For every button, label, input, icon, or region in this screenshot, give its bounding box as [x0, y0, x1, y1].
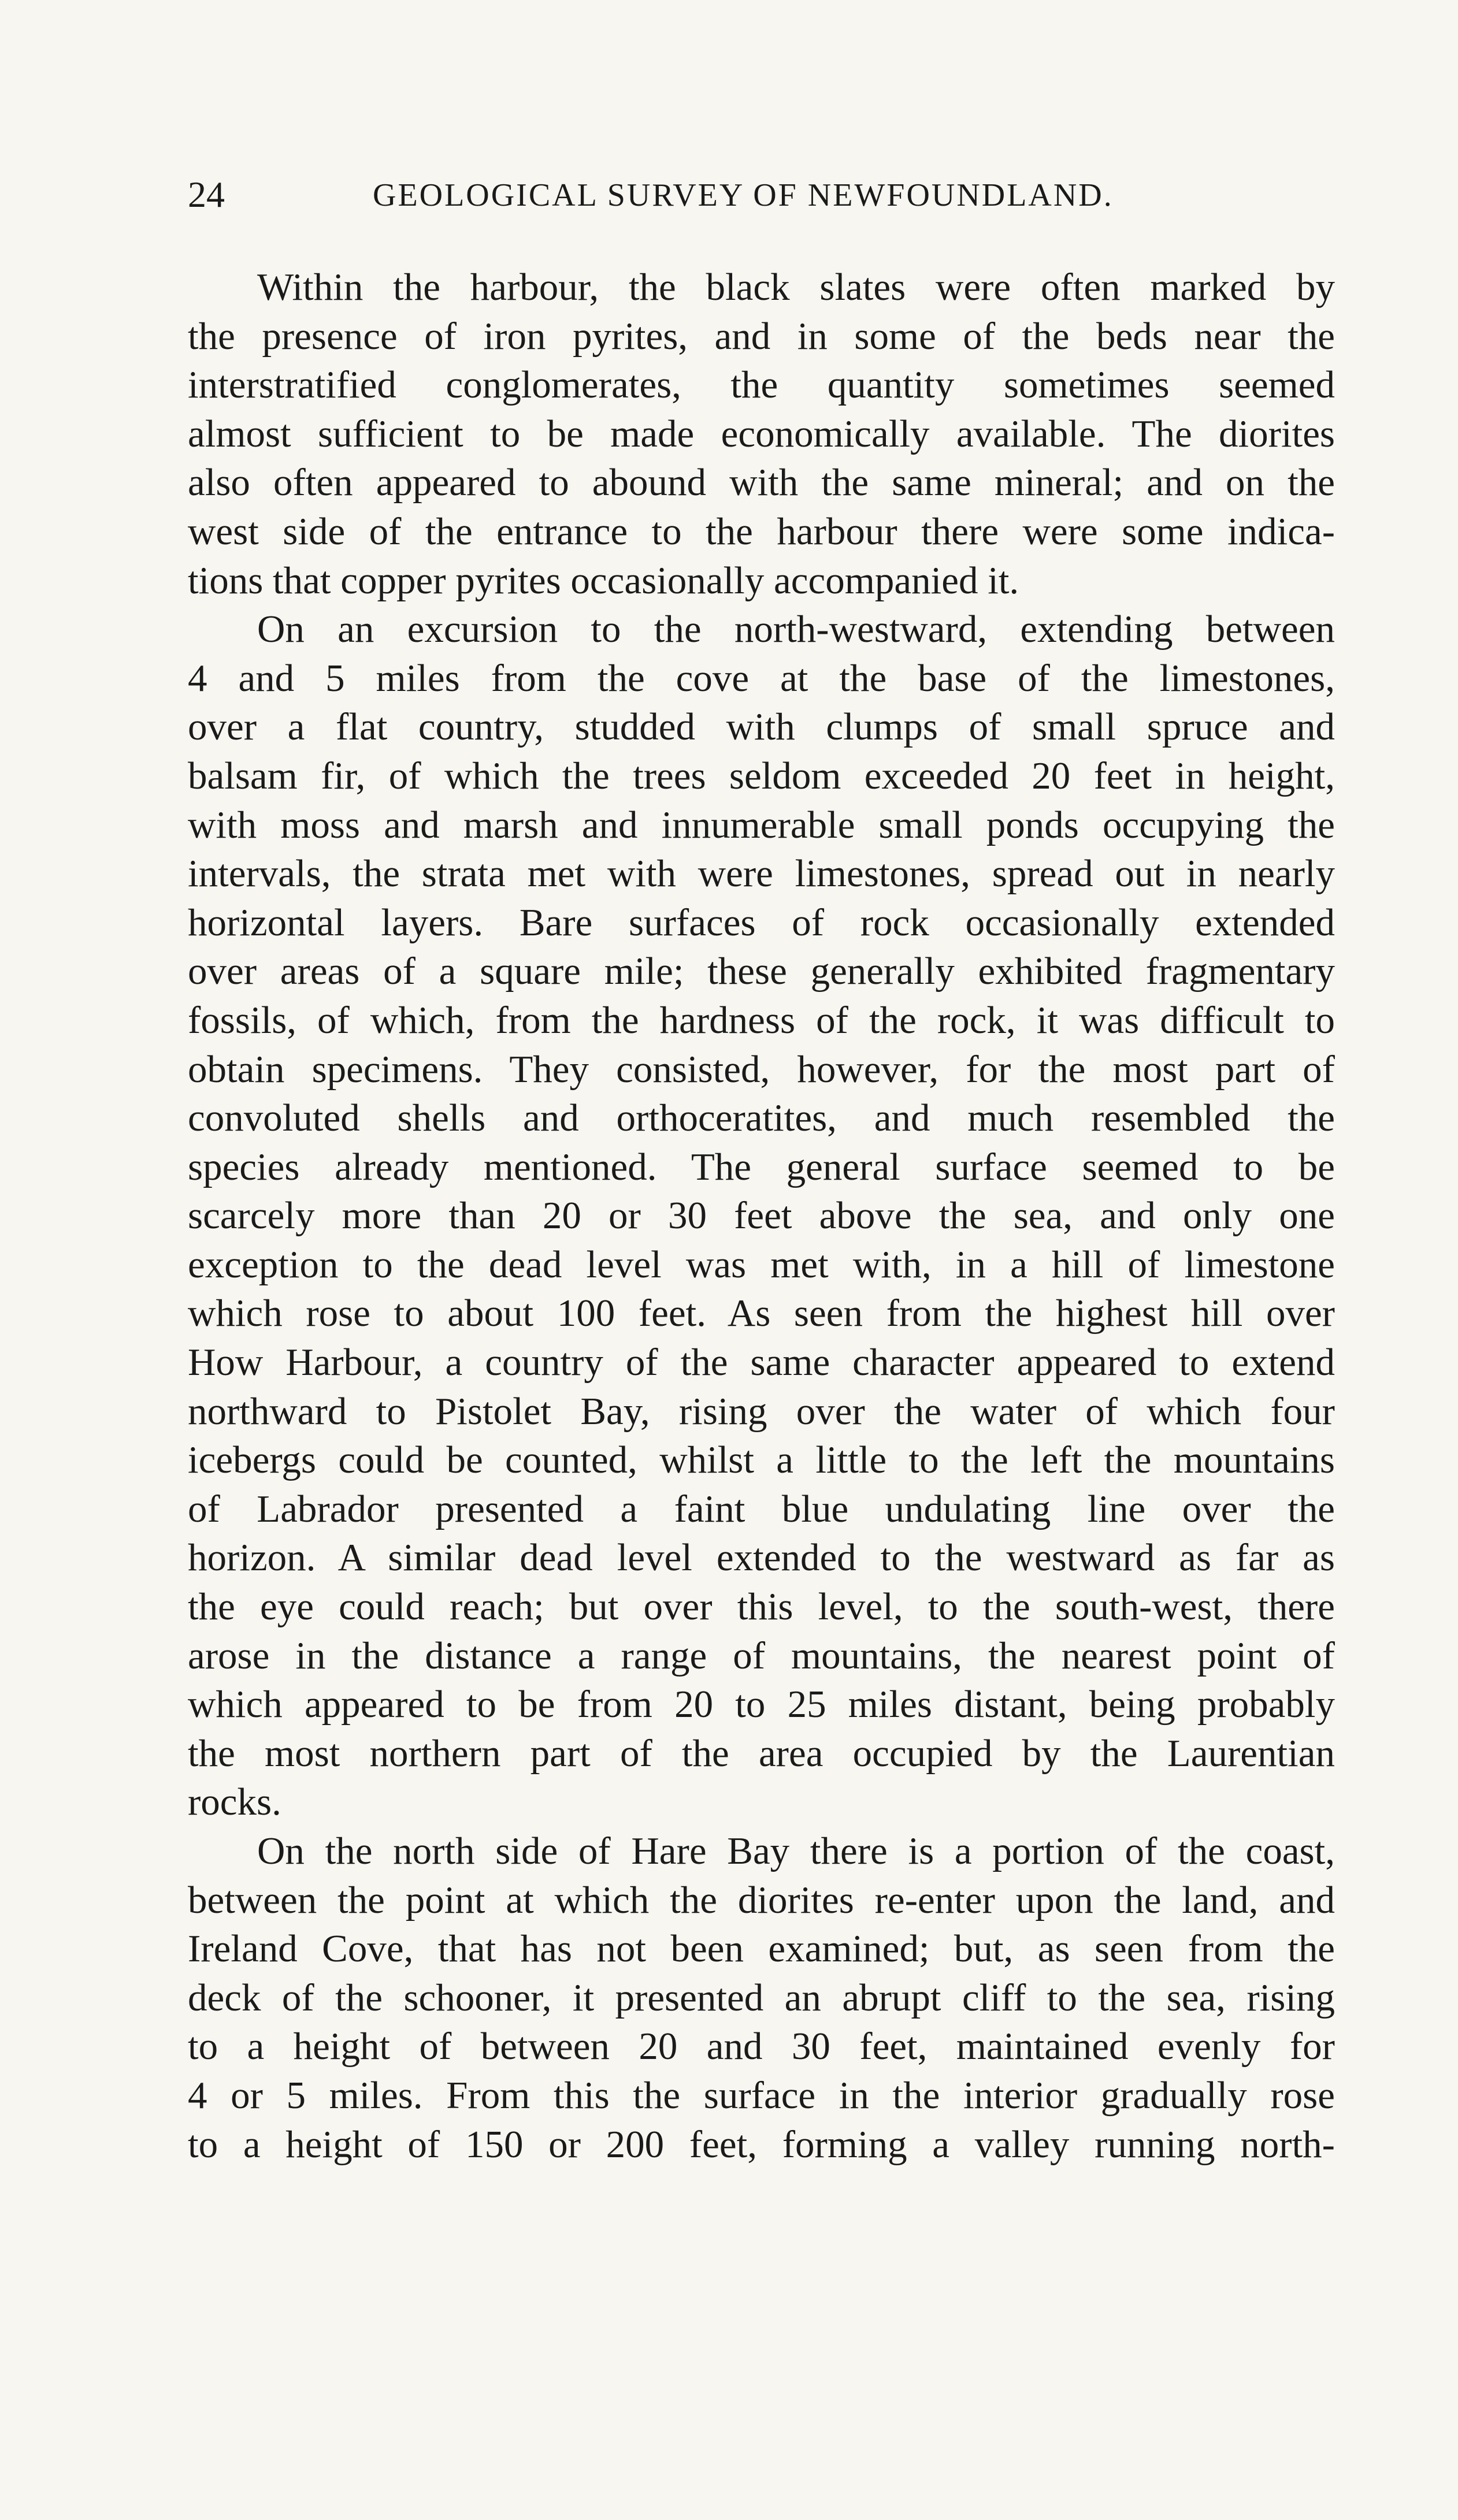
text-line: horizon. A similar dead level extended to the westward as far as	[188, 1536, 1335, 1579]
text-line: Ireland Cove, that has not been examined; but, as seen from the	[188, 1927, 1335, 1971]
text-line: obtain specimens. They consisted, however, for the most part of	[188, 1047, 1335, 1091]
text-line: deck of the schooner, it presented an abrupt cliff to the sea, rising	[188, 1976, 1335, 2019]
paragraph-1	[188, 263, 1335, 605]
text-line: intervals, the strata met with were limestones, spread out in nearly	[188, 852, 1335, 895]
text-line: 4 and 5 miles from the cove at the base of the limestones,	[188, 656, 1335, 700]
body-text	[188, 263, 1335, 2169]
page-header	[188, 173, 1332, 225]
text-line: rocks.	[188, 1781, 281, 1824]
text-line: species already mentioned. The general surface seemed to be	[188, 1145, 1335, 1188]
text-line: How Harbour, a country of the same character appeared to extend	[188, 1341, 1335, 1384]
text-line: also often appeared to abound with the same mineral; and on the	[188, 461, 1335, 504]
text-line: which appeared to be from 20 to 25 miles distant, being probably	[188, 1683, 1335, 1726]
text-line: between the point at which the diorites re-enter upon the land, and	[188, 1878, 1335, 1921]
text-line: of Labrador presented a faint blue undulating line over the	[188, 1487, 1335, 1530]
page-number: 24	[188, 174, 225, 215]
text-line: scarcely more than 20 or 30 feet above the sea, and only one	[188, 1194, 1335, 1237]
text-line: convoluted shells and orthoceratites, and much resembled the	[188, 1097, 1335, 1140]
text-line: the presence of iron pyrites, and in some of the beds near the	[188, 314, 1335, 358]
text-line: icebergs could be counted, whilst a little to the left the mountains	[188, 1439, 1335, 1482]
text-line: interstratified conglomerates, the quantity sometimes seemed	[188, 363, 1335, 407]
paragraph-3	[188, 1827, 1335, 2169]
paragraph-2	[188, 605, 1335, 1827]
text-line: northward to Pistolet Bay, rising over the water of which four	[188, 1389, 1335, 1433]
text-line: the eye could reach; but over this level, to the south-west, there	[188, 1585, 1335, 1629]
text-line: over a flat country, studded with clumps of small spruce and	[188, 705, 1335, 749]
text-line: balsam fir, of which the trees seldom exceeded 20 feet in height,	[188, 754, 1335, 797]
text-line: to a height of 150 or 200 feet, forming a valley running north-	[188, 2123, 1335, 2166]
running-head: GEOLOGICAL SURVEY OF NEWFOUNDLAND.	[373, 177, 1114, 213]
text-line: to a height of between 20 and 30 feet, maintained evenly for	[188, 2025, 1335, 2068]
text-line: exception to the dead level was met with, in a hill of limestone	[188, 1243, 1335, 1286]
text-line: with moss and marsh and innumerable small ponds occupying the	[188, 803, 1335, 846]
text-line: which rose to about 100 feet. As seen from the highest hill over	[188, 1292, 1335, 1335]
text-line: almost sufficient to be made economically available. The diorites	[188, 412, 1335, 455]
text-line: On the north side of Hare Bay there is a portion of the coast,	[257, 1830, 1335, 1872]
text-line: west side of the entrance to the harbour there were some indica-	[188, 510, 1335, 553]
text-line: 4 or 5 miles. From this the surface in the interior gradually rose	[188, 2073, 1335, 2117]
text-line: On an excursion to the north-westward, extending between	[257, 608, 1335, 651]
text-line: the most northern part of the area occupied by the Laurentian	[188, 1731, 1335, 1775]
text-line: fossils, of which, from the hardness of the rock, it was difficult to	[188, 998, 1335, 1042]
text-line: Within the harbour, the black slates were often marked by	[257, 266, 1335, 309]
text-line: arose in the distance a range of mountains, the nearest point of	[188, 1634, 1335, 1677]
text-line: horizontal layers. Bare surfaces of rock occasionally extended	[188, 901, 1335, 944]
text-line: over areas of a square mile; these generally exhibited fragmentary	[188, 950, 1335, 993]
text-line: tions that copper pyrites occasionally accompanied it.	[188, 559, 1019, 602]
